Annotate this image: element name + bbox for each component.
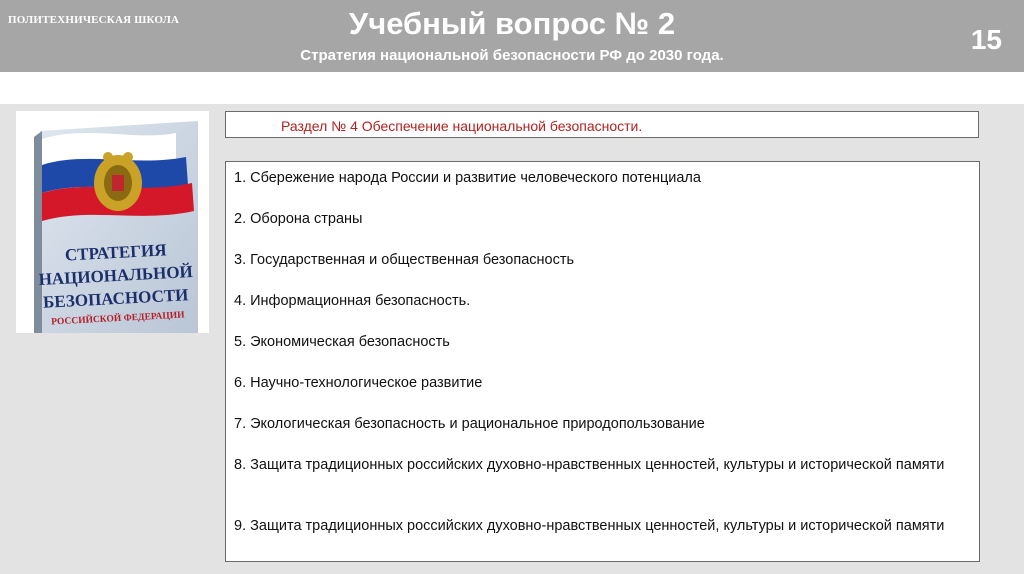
section-heading-box <box>225 111 979 138</box>
header-bar <box>0 0 1024 72</box>
list-item: 5. Экономическая безопасность <box>234 334 450 350</box>
book-title-line-2: НАЦИОНАЛЬНОЙ <box>38 261 194 290</box>
list-item: 4. Информационная безопасность. <box>234 293 471 309</box>
book-title-line-1: СТРАТЕГИЯ <box>64 240 167 265</box>
book-cover-illustration <box>16 111 209 333</box>
slide-title: Учебный вопрос № 2 <box>348 6 676 41</box>
list-item: 2. Оборона страны <box>234 211 363 227</box>
page-number: 15 <box>970 24 1002 55</box>
school-label: ПОЛИТЕХНИЧЕСКАЯ ШКОЛА <box>8 14 180 26</box>
list-item: 9. Защита традиционных российских духовно-нравственных ценностей, культуры и исторической памяти <box>234 518 945 534</box>
slide-subtitle: Стратегия национальной безопасности РФ до 2030 года. <box>300 47 724 64</box>
list-item: 3. Государственная и общественная безопасность <box>234 252 575 268</box>
strategy-book-cover-image <box>16 111 209 333</box>
list-item: 1. Сбережение народа России и развитие человеческого потенциала <box>234 170 701 186</box>
list-item: 8. Защита традиционных российских духовно-нравственных ценностей, культуры и исторической памяти <box>234 457 945 473</box>
header-divider-strip <box>0 72 1024 104</box>
book-title-line-3: БЕЗОПАСНОСТИ <box>42 285 189 312</box>
section-heading: Раздел № 4 Обеспечение национальной безопасности. <box>281 118 643 134</box>
book-title-line-4: РОССИЙСКОЙ ФЕДЕРАЦИИ <box>51 310 185 328</box>
book-spine <box>34 131 42 333</box>
list-item: 6. Научно-технологическое развитие <box>234 375 483 391</box>
list-item: 7. Экологическая безопасность и рациональное природопользование <box>234 416 705 432</box>
security-priorities-list <box>225 161 980 562</box>
